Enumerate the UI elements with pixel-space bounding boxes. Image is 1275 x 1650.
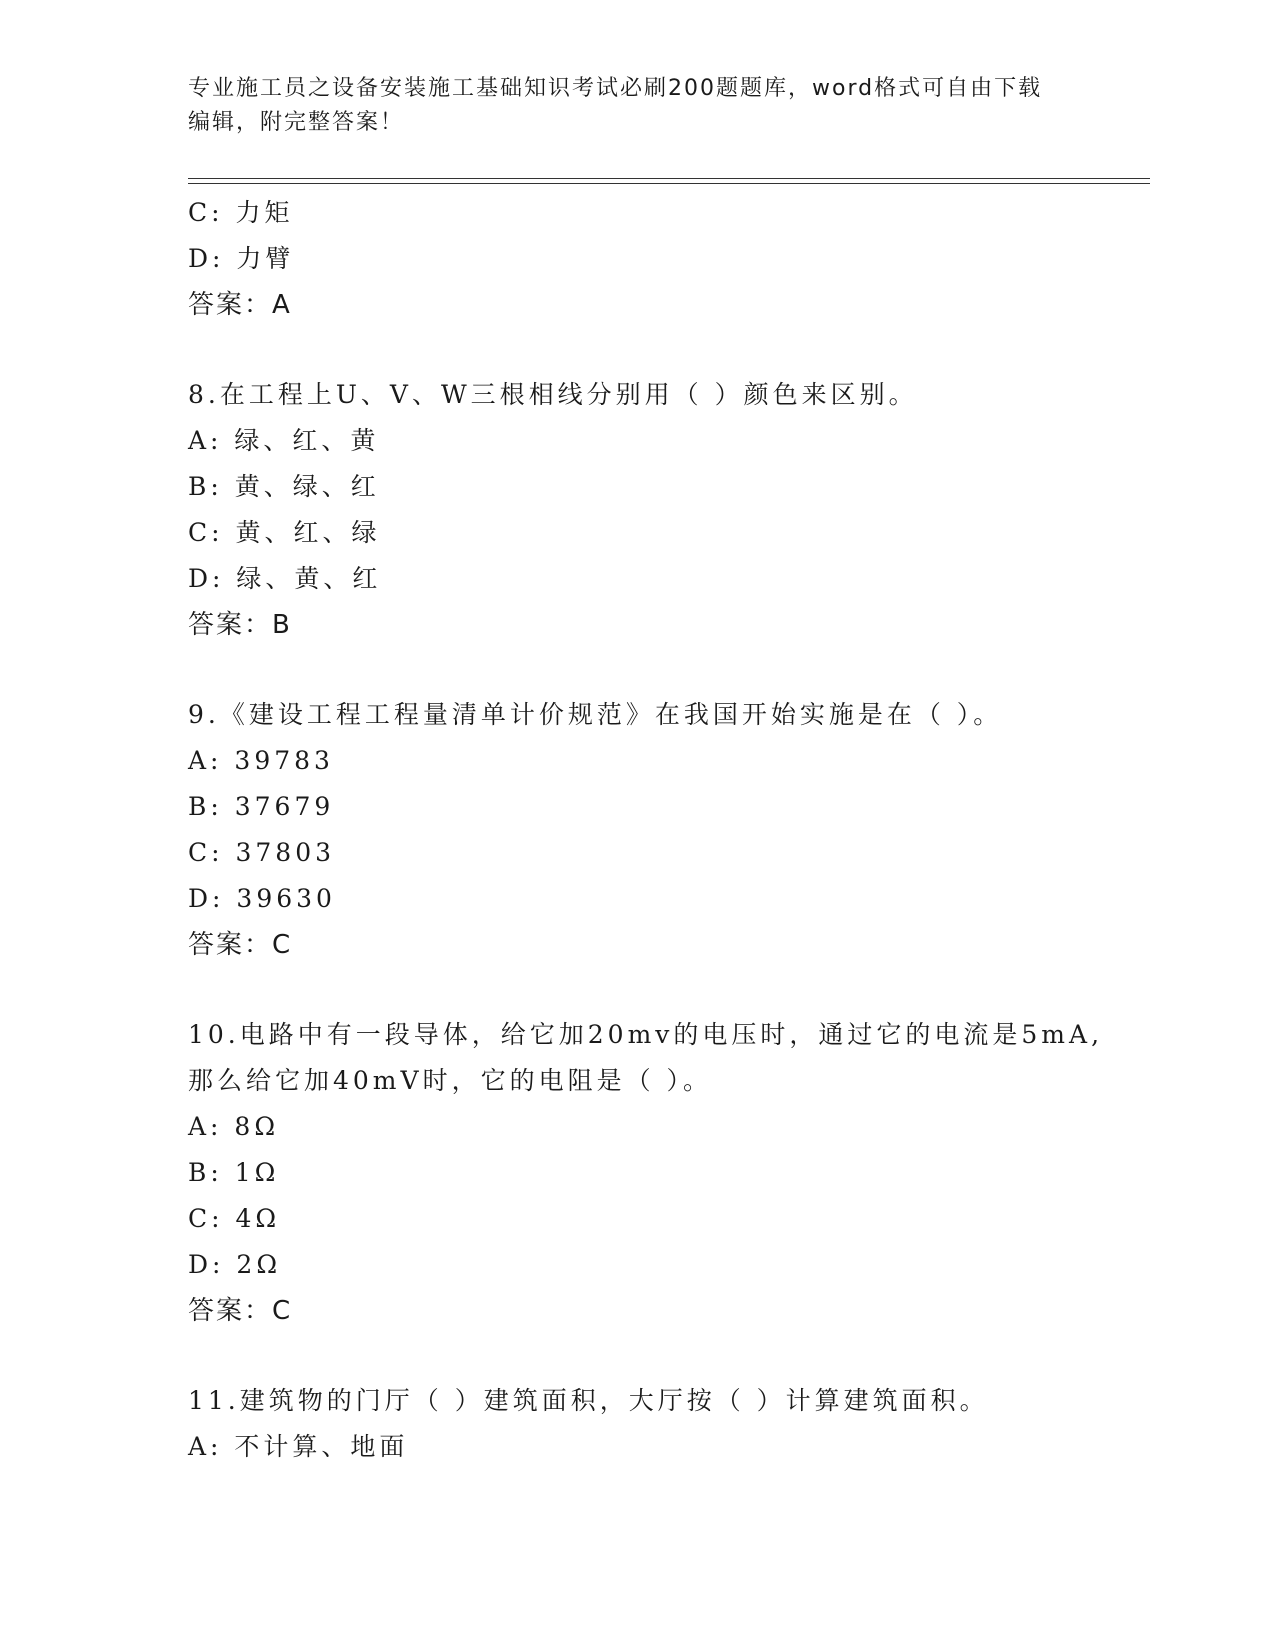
option-a: A: 8Ω [188, 1112, 280, 1141]
question-9 [188, 692, 1088, 968]
header-line-1: 专业施工员之设备安装施工基础知识考试必刷200题题库，word格式可自由下载 [188, 76, 1043, 101]
option-c: C: 力矩 [188, 198, 294, 227]
option-d: D: 绿、黄、红 [188, 564, 382, 593]
option-b: B: 37679 [188, 792, 335, 821]
option-d: D: 2Ω [188, 1250, 282, 1279]
header-divider-top [188, 178, 1150, 179]
question-8 [188, 372, 1088, 648]
question-7-tail [188, 190, 1088, 328]
question-stem: 11.建筑物的门厅（ ）建筑面积，大厅按（ ）计算建筑面积。 [188, 1386, 989, 1415]
option-c: C: 4Ω [188, 1204, 281, 1233]
answer-line: 答案：A [188, 290, 292, 320]
option-a: A: 不计算、地面 [188, 1432, 409, 1461]
question-stem: 9.《建设工程工程量清单计价规范》在我国开始实施是在（ ）。 [188, 700, 1003, 729]
option-b: B: 1Ω [188, 1158, 280, 1187]
question-stem-line-2: 那么给它加40mV时，它的电阻是（ ）。 [188, 1066, 713, 1095]
option-a: A: 39783 [188, 746, 334, 775]
answer-line: 答案：C [188, 1296, 293, 1326]
question-stem: 8.在工程上U、V、W三根相线分别用（ ）颜色来区别。 [188, 380, 918, 409]
answer-line: 答案：B [188, 610, 292, 640]
document-header [188, 72, 1088, 140]
option-c: C: 黄、红、绿 [188, 518, 381, 547]
option-d: D: 39630 [188, 884, 336, 913]
option-a: A: 绿、红、黄 [188, 426, 380, 455]
question-stem-line-1: 10.电路中有一段导体，给它加20mv的电压时，通过它的电流是5mA, [188, 1020, 1104, 1049]
option-d: D: 力臂 [188, 244, 295, 273]
answer-line: 答案：C [188, 930, 293, 960]
option-c: C: 37803 [188, 838, 336, 867]
header-line-2: 编辑，附完整答案！ [188, 110, 405, 135]
question-10 [188, 1012, 1104, 1334]
option-b: B: 黄、绿、红 [188, 472, 380, 501]
header-divider-bottom [188, 183, 1150, 184]
question-11 [188, 1378, 1088, 1470]
question-list [188, 190, 1104, 1470]
